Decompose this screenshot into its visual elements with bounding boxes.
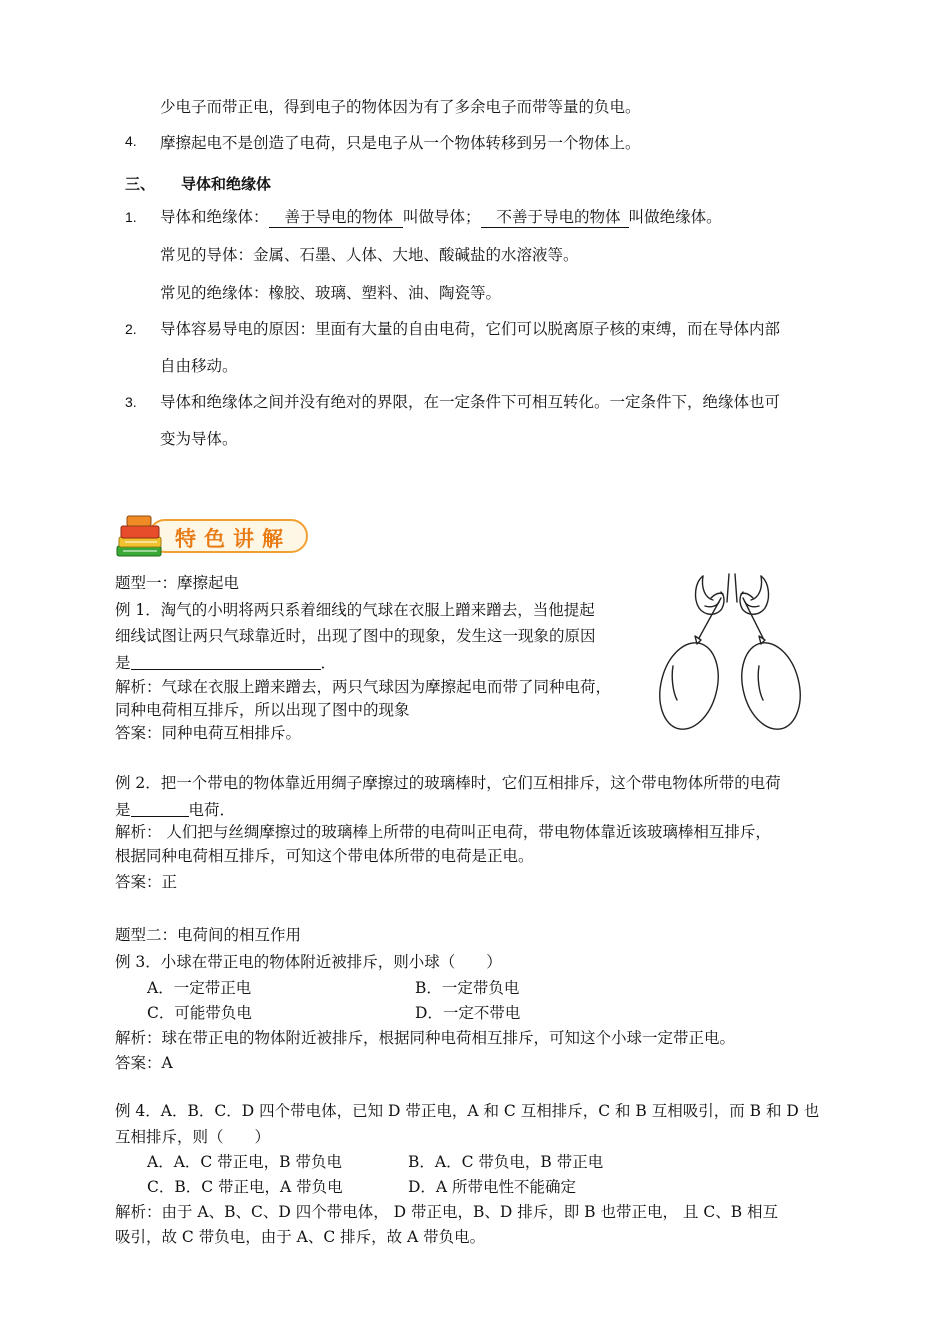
analysis-line: 根据同种电荷相互排斥，可知这个带电体所带的电荷是正电。 (115, 847, 534, 865)
text-span: 叫做导体； (403, 208, 481, 226)
banner-title: 特色讲解 (175, 527, 291, 551)
option-b: B．一定带负电 (415, 979, 520, 997)
paragraph-line: 变为导体。 (160, 430, 238, 448)
analysis-line: 同种电荷相互排斥，所以出现了图中的现象 (115, 701, 410, 719)
question-line: 例 3．小球在带正电的物体附近被排斥，则小球（ ） (115, 953, 502, 971)
list-number: 4. (125, 133, 137, 149)
text-span: 电荷． (188, 801, 236, 819)
answer-line: 答案：A (115, 1054, 173, 1072)
analysis-line: 解析：由于 A、B、C、D 四个带电体， D 带正电，B、D 排斥，即 B 也带正电， 且 C、B 相互 (115, 1203, 779, 1221)
question-line: 细线试图让两只气球靠近时，出现了图中的现象，发生这一现象的原因 (115, 627, 596, 645)
paragraph-line: 导体容易导电的原因：里面有大量的自由电荷，它们可以脱离原子核的束缚，而在导体内部 (160, 320, 781, 338)
balloons-figure (655, 568, 805, 738)
question-line: 互相排斥，则（ ） (115, 1128, 271, 1146)
text-span: 是 (115, 801, 131, 819)
list-number: 3. (125, 394, 137, 410)
answer-blank (131, 799, 189, 817)
question-line: 例 1．淘气的小明将两只系着细线的气球在衣服上蹭来蹭去，当他提起 (115, 601, 595, 619)
answer-blank (131, 652, 321, 670)
paragraph-line: 自由移动。 (160, 357, 238, 375)
question-line (115, 652, 336, 673)
section-title: 导体和绝缘体 (181, 175, 272, 193)
paragraph-line: 摩擦起电不是创造了电荷，只是电子从一个物体转移到另一个物体上。 (160, 134, 641, 152)
list-number: 2. (125, 321, 137, 337)
question-line: 例 4．A．B．C．D 四个带电体，已知 D 带正电，A 和 C 互相排斥，C 和 B 互相吸引，而 B 和 D 也 (115, 1102, 820, 1120)
option-d: D．A 所带电性不能确定 (408, 1178, 577, 1196)
fill-blank-answer: 不善于导电的物体 (481, 207, 629, 228)
question-type-title: 题型二：电荷间的相互作用 (115, 926, 302, 944)
question-line: 例 2．把一个带电的物体靠近用绸子摩擦过的玻璃棒时，它们互相排斥，这个带电物体所带的电荷 (115, 774, 781, 792)
text-span: 是 (115, 654, 131, 672)
text-span: 叫做绝缘体。 (628, 208, 722, 226)
section-number: 三、 (125, 175, 156, 193)
text-span: ． (320, 654, 337, 672)
question-line (115, 799, 235, 820)
text-span: 导体和绝缘体： (160, 208, 269, 226)
option-c: C．可能带负电 (147, 1004, 252, 1022)
option-d: D．一定不带电 (415, 1004, 521, 1022)
paragraph-line: 常见的绝缘体：橡胶、玻璃、塑料、油、陶瓷等。 (160, 284, 502, 302)
option-a: A．一定带正电 (147, 979, 252, 997)
fill-blank-answer: 善于导电的物体 (269, 207, 404, 228)
definition-line (160, 207, 722, 228)
paragraph-line: 导体和绝缘体之间并没有绝对的界限，在一定条件下可相互转化。一定条件下，绝缘体也可 (160, 393, 781, 411)
analysis-line: 解析： 人们把与丝绸摩擦过的玻璃棒上所带的电荷叫正电荷，带电物体靠近该玻璃棒相互排斥， (115, 823, 771, 841)
section-banner (113, 512, 313, 562)
analysis-line: 解析：气球在衣服上蹭来蹭去，两只气球因为摩擦起电而带了同种电荷， (115, 678, 612, 696)
answer-line: 答案：正 (115, 873, 178, 891)
list-number: 1. (125, 209, 137, 225)
question-type-title: 题型一：摩擦起电 (115, 574, 240, 592)
paragraph-line: 常见的导体：金属、石墨、人体、大地、酸碱盐的水溶液等。 (160, 246, 579, 264)
analysis-line: 解析：球在带正电的物体附近被排斥，根据同种电荷相互排斥，可知这个小球一定带正电。 (115, 1029, 736, 1047)
paragraph-line: 少电子而带正电，得到电子的物体因为有了多余电子而带等量的负电。 (160, 98, 641, 116)
analysis-line: 吸引，故 C 带负电，由于 A、C 排斥，故 A 带负电。 (115, 1228, 486, 1246)
option-b: B．A．C 带负电，B 带正电 (408, 1153, 604, 1171)
option-a: A．A．C 带正电，B 带负电 (147, 1153, 342, 1171)
answer-line: 答案：同种电荷互相排斥。 (115, 724, 302, 742)
option-c: C．B．C 带正电，A 带负电 (147, 1178, 343, 1196)
